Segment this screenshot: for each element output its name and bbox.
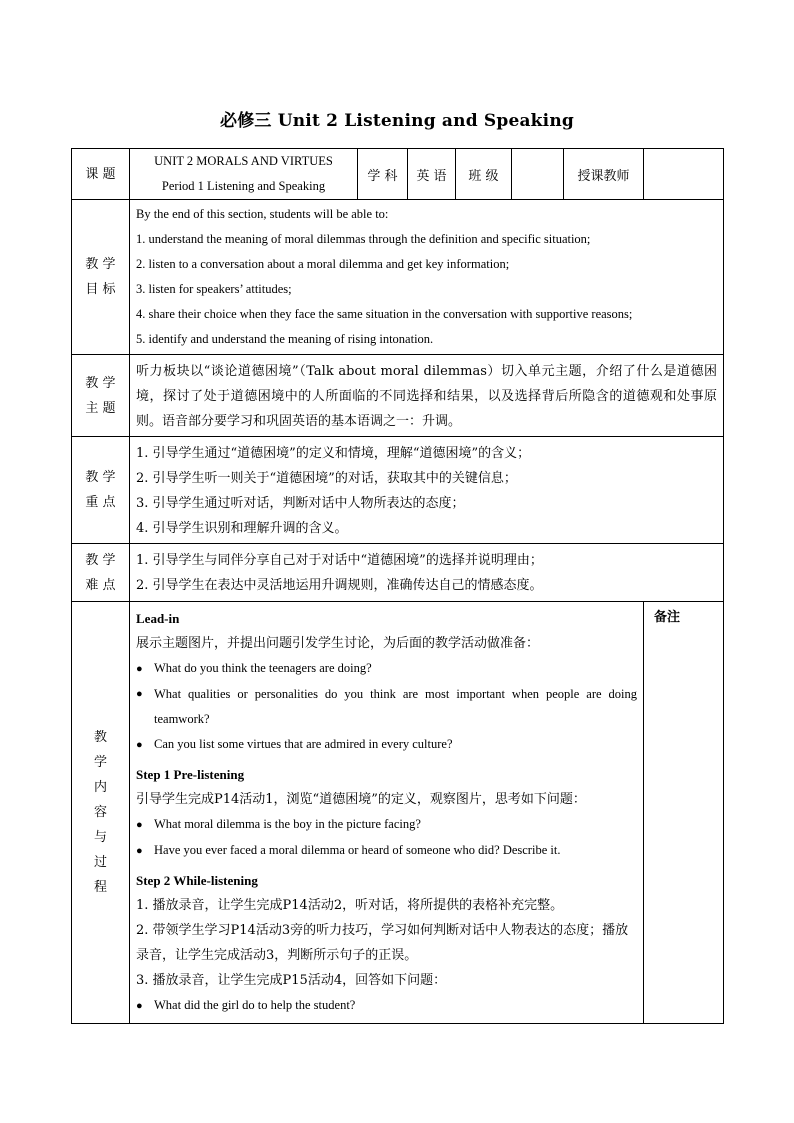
- process-label-char: 学: [93, 755, 107, 770]
- leadin-question-text-cont: teamwork?: [154, 712, 210, 726]
- bullet-icon: ●: [136, 688, 143, 700]
- objectives-row: [72, 200, 724, 355]
- topic-label: 课 题: [72, 149, 130, 200]
- remarks-label: 备注: [654, 610, 681, 625]
- leadin-question-text: Can you list some virtues that are admired in every culture?: [154, 737, 453, 751]
- objective-line: 3. listen for speakers’ attitudes;: [136, 282, 292, 296]
- topic-cell: [130, 149, 358, 200]
- leadin-question-row: [136, 682, 637, 707]
- step2-question-text: What did the girl do to help the student?: [154, 998, 356, 1012]
- key-points-row: [72, 437, 724, 544]
- teacher-label: 授课教师: [564, 149, 644, 200]
- document-title: 必修三 Unit 2 Listening and Speaking: [220, 111, 574, 131]
- step1-question-text: What moral dilemma is the boy in the picture facing?: [154, 817, 421, 831]
- process-label: [72, 602, 130, 1024]
- objective-line: 4. share their choice when they face the same situation in the conversation with supportive reasons;: [136, 307, 633, 321]
- process-label-char: 教: [93, 730, 107, 745]
- difficulty-line: 1. 引导学生与同伴分享自己对于对话中“道德困境”的选择并说明理由；: [136, 553, 543, 568]
- objectives-content: [130, 200, 724, 355]
- header-row: [72, 149, 724, 200]
- step2-line: 3. 播放录音，让学生完成P15活动4，回答如下问题：: [136, 973, 447, 988]
- theme-label-line1: 教 学: [85, 375, 116, 391]
- step1-question: [136, 838, 637, 864]
- step2-heading: Step 2 While-listening: [136, 873, 258, 888]
- theme-label: [72, 355, 130, 437]
- leadin-question: [136, 732, 637, 758]
- key-points-label: [72, 437, 130, 544]
- step2-line-cont: 录音，让学生完成活动3，判断所示句子的正误。: [136, 948, 418, 963]
- class-label: 班 级: [456, 149, 512, 200]
- step1-heading: Step 1 Pre-listening: [136, 767, 245, 782]
- step2-line: 1. 播放录音，让学生完成P14活动2，听对话，将所提供的表格补充完整。: [136, 898, 564, 913]
- difficulties-label-line1: 教 学: [85, 552, 116, 568]
- objective-line: 5. identify and understand the meaning of rising intonation.: [136, 332, 434, 346]
- class-value: [512, 149, 564, 200]
- subject-value: 英 语: [408, 149, 456, 200]
- process-content: [130, 602, 644, 1024]
- key-points-label-line2: 重 点: [85, 495, 116, 510]
- process-label-char: 内: [93, 780, 107, 795]
- leadin-heading: Lead-in: [136, 611, 180, 626]
- step1-intro: 引导学生完成P14活动1，浏览“道德困境”的定义，观察图片，思考如下问题：: [136, 792, 586, 807]
- objective-line: 1. understand the meaning of moral dilemmas through the definition and specific situation;: [136, 232, 591, 246]
- objectives-label-line1: 教 学: [85, 257, 116, 272]
- topic-line-1: UNIT 2 MORALS AND VIRTUES: [154, 154, 333, 168]
- difficulties-label: [72, 544, 130, 602]
- leadin-question-text: What qualities or personalities do you think are most important when people are doing: [154, 687, 637, 701]
- theme-row: [72, 355, 724, 437]
- theme-text: 听力板块以“谈论道德困境”（Talk about moral dilemmas）切入单元主题，介绍了什么是道德困境，探讨了处于道德困境中的人所面临的不同选择和结果，以及选择背后所隐含的道德观和处事原则。语音部分要学习和巩固英语的基本语调之一：升调。: [136, 364, 717, 429]
- difficulties-content: [130, 544, 724, 602]
- difficulty-line: 2. 引导学生在表达中灵活地运用升调规则，准确传达自己的情感态度。: [136, 578, 543, 593]
- bullet-icon: ●: [136, 1000, 143, 1012]
- objective-line: By the end of this section, students will be able to:: [136, 207, 389, 221]
- process-label-char: 与: [93, 830, 107, 845]
- objectives-label-line2: 目 标: [85, 282, 116, 297]
- theme-content: [130, 355, 724, 437]
- bullet-icon: ●: [136, 845, 143, 857]
- key-point-line: 1. 引导学生通过“道德困境”的定义和情境，理解“道德困境”的含义；: [136, 446, 531, 461]
- key-points-label-line1: 教 学: [85, 470, 116, 485]
- bullet-icon: ●: [136, 739, 143, 751]
- process-label-char: 容: [93, 805, 107, 820]
- objectives-label: [72, 200, 130, 355]
- leadin-intro: 展示主题图片，并提出问题引发学生讨论，为后面的教学活动做准备：: [136, 636, 540, 651]
- process-label-char: 程: [93, 880, 107, 895]
- remarks-cell: [644, 602, 724, 1024]
- subject-label: 学 科: [358, 149, 408, 200]
- step2-line: 2. 带领学生学习P14活动3旁的听力技巧，学习如何判断对话中人物表达的态度；播放: [136, 923, 629, 938]
- theme-label-line2: 主 题: [85, 400, 116, 416]
- objective-line: 2. listen to a conversation about a moral dilemma and get key information;: [136, 257, 510, 271]
- process-label-char: 过: [93, 855, 107, 870]
- key-point-line: 4. 引导学生识别和理解升调的含义。: [136, 521, 348, 536]
- difficulties-row: [72, 544, 724, 602]
- topic-line-2: Period 1 Listening and Speaking: [161, 179, 326, 193]
- key-points-content: [130, 437, 724, 544]
- step1-question-text: Have you ever faced a moral dilemma or heard of someone who did? Describe it.: [154, 843, 561, 857]
- lesson-plan-table: [71, 148, 724, 1024]
- key-point-line: 3. 引导学生通过听对话，判断对话中人物所表达的态度；: [136, 496, 465, 511]
- bullet-icon: ●: [136, 663, 143, 675]
- leadin-question-text: What do you think the teenagers are doing?: [154, 661, 372, 675]
- difficulties-label-line2: 难 点: [85, 577, 116, 593]
- key-point-line: 2. 引导学生听一则关于“道德困境”的对话，获取其中的关键信息；: [136, 471, 517, 486]
- teacher-value: [644, 149, 724, 200]
- leadin-question: [136, 656, 637, 682]
- process-row: [72, 602, 724, 1024]
- step1-question: [136, 812, 637, 838]
- step2-question: [136, 993, 637, 1019]
- bullet-icon: ●: [136, 819, 143, 831]
- leadin-question: [136, 682, 637, 732]
